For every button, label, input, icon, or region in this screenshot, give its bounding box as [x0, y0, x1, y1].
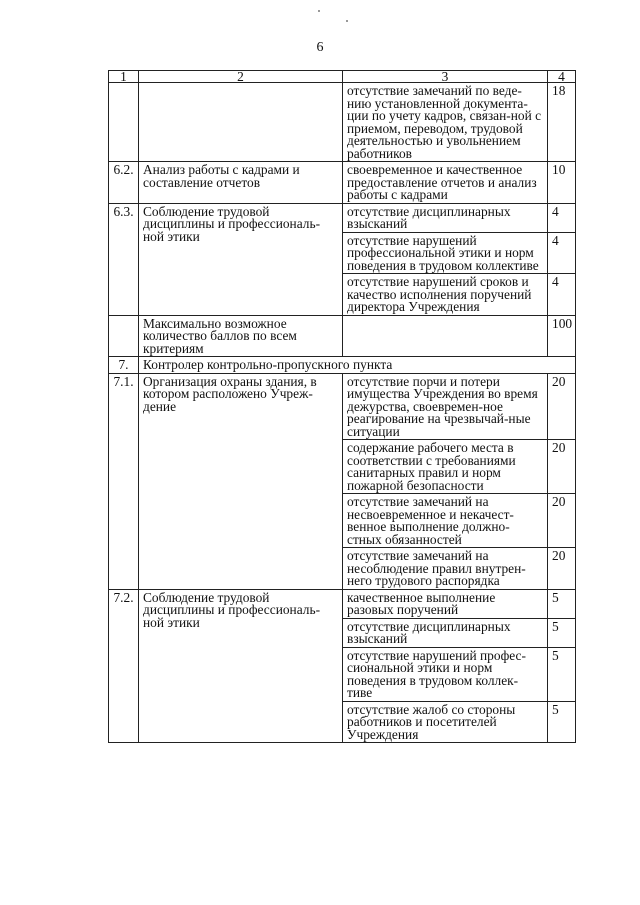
points-cell: 5: [548, 701, 576, 743]
header-cell-1: 1: [109, 71, 139, 83]
criterion-cell: Максимально возможное количество баллов по всем критериям: [139, 315, 343, 357]
criterion-cell: Организация охраны здания, в котором расположено Учреж-дение: [139, 373, 343, 589]
section-title-cell: Контролер контрольно-пропускного пункта: [139, 357, 576, 374]
points-cell: 20: [548, 440, 576, 494]
criterion-cell: [139, 83, 343, 162]
item-number-cell: 6.2.: [109, 162, 139, 204]
table-header-row: [109, 71, 576, 83]
scan-speck: [318, 10, 320, 12]
table-row: [109, 162, 576, 204]
header-cell-4: 4: [548, 71, 576, 83]
table-row: [109, 83, 576, 162]
points-cell: 20: [548, 494, 576, 548]
table-row: [109, 373, 576, 440]
points-cell: 20: [548, 373, 576, 440]
criterion-cell: Соблюдение трудовой дисциплины и профессиональ-ной этики: [139, 589, 343, 743]
table-row: [109, 203, 576, 232]
item-number-cell: 7.1.: [109, 373, 139, 589]
points-cell: 100: [548, 315, 576, 357]
indicator-cell: отсутствие жалоб со стороны работников и посетителей Учреждения: [343, 701, 548, 743]
indicator-cell: содержание рабочего места в соответствии с требованиями санитарных правил и норм пожарной безопасности: [343, 440, 548, 494]
criteria-table: [108, 70, 576, 743]
points-cell: 10: [548, 162, 576, 204]
page-number: 6: [316, 40, 324, 55]
indicator-cell: отсутствие нарушений профессиональной этики и норм поведения в трудовом коллективе: [343, 232, 548, 274]
points-cell: 4: [548, 203, 576, 232]
points-cell: 20: [548, 548, 576, 590]
indicator-cell: отсутствие нарушений профес-сиональной этики и норм поведения в трудовом коллек-тиве: [343, 647, 548, 701]
item-number-cell: 7.2.: [109, 589, 139, 743]
item-number-cell: [109, 83, 139, 162]
indicator-cell: отсутствие дисциплинарных взысканий: [343, 618, 548, 647]
header-cell-3: 3: [343, 71, 548, 83]
indicator-cell: отсутствие замечаний по веде-нию установленной документа-ции по учету кадров, связан-ной с приемом, переводом, трудовой деятельностью и увольнением работников: [343, 83, 548, 162]
points-cell: 4: [548, 274, 576, 316]
indicator-cell: отсутствие нарушений сроков и качество исполнения поручений директора Учреждения: [343, 274, 548, 316]
indicator-cell: отсутствие замечаний на несвоевременное и некачест-венное выполнение должно-стных обязанностей: [343, 494, 548, 548]
header-cell-2: 2: [139, 71, 343, 83]
indicator-cell: своевременное и качественное предоставление отчетов и анализ работы с кадрами: [343, 162, 548, 204]
points-cell: 5: [548, 647, 576, 701]
criterion-cell: Соблюдение трудовой дисциплины и профессиональ-ной этики: [139, 203, 343, 315]
indicator-cell: отсутствие замечаний на несоблюдение правил внутрен-него трудового распорядка: [343, 548, 548, 590]
item-number-cell: [109, 315, 139, 357]
criterion-cell: Анализ работы с кадрами и составление отчетов: [139, 162, 343, 204]
table-row: [109, 589, 576, 618]
indicator-cell: отсутствие дисциплинарных взысканий: [343, 203, 548, 232]
indicator-cell: отсутствие порчи и потери имущества Учреждения во время дежурства, своевремен-ное реагирование на чрезвычай-ные ситуации: [343, 373, 548, 440]
section-row: [109, 357, 576, 374]
points-cell: 4: [548, 232, 576, 274]
indicator-cell: качественное выполнение разовых поручений: [343, 589, 548, 618]
indicator-cell: [343, 315, 548, 357]
points-cell: 18: [548, 83, 576, 162]
points-cell: 5: [548, 589, 576, 618]
item-number-cell: 6.3.: [109, 203, 139, 315]
scan-speck: [346, 20, 348, 22]
table-row: [109, 315, 576, 357]
section-number-cell: 7.: [109, 357, 139, 374]
points-cell: 5: [548, 618, 576, 647]
